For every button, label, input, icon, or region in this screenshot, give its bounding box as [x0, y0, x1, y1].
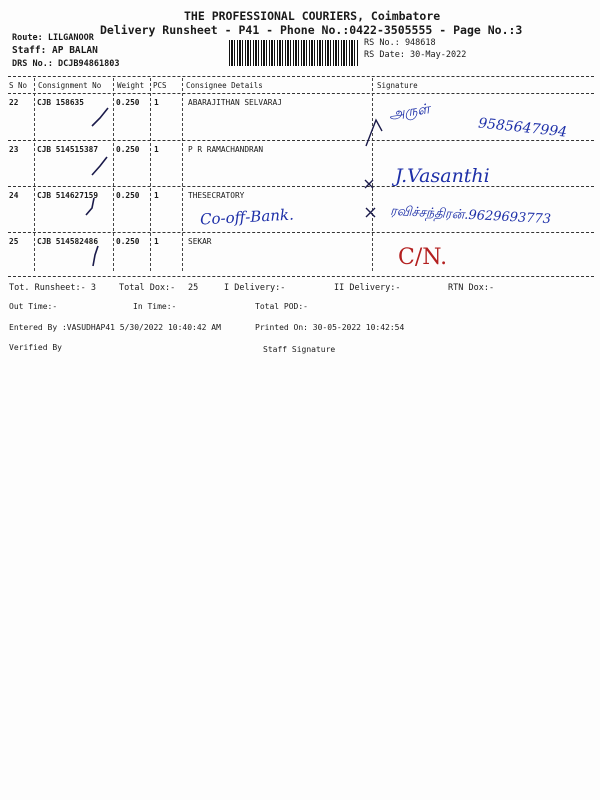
route-label: Route: LILGANOOR — [12, 33, 94, 43]
signature-phone-handwritten: ரவிச்சந்திரன்.9629693773 — [389, 203, 552, 228]
signature-vasanthi: J.Vasanthi — [395, 165, 490, 187]
col-weight: Weight — [117, 81, 145, 90]
rs-date: RS Date: 30-May-2022 — [364, 50, 467, 60]
runsheet-subtitle: Delivery Runsheet - P41 - Phone No.:0422-3505555 - Page No.:3 — [100, 23, 523, 37]
ii-delivery: II Delivery:- — [334, 283, 401, 293]
tick-mark — [86, 198, 94, 215]
drs-number: DRS No.: DCJB94861803 — [12, 59, 120, 69]
row-consignment: CJB 158635 — [37, 98, 84, 107]
row-consignee: THESECRATORY — [188, 191, 245, 200]
row-consignee: ABARAJITHAN SELVARAJ — [188, 98, 282, 107]
in-time: In Time:- — [133, 302, 177, 311]
row-consignee: SEKAR — [188, 237, 212, 246]
row-sno: 22 — [9, 98, 19, 107]
company-title: THE PROFESSIONAL COURIERS, Coimbatore — [184, 9, 441, 23]
total-dox-label: Total Dox:- — [119, 283, 176, 293]
tick-mark — [92, 157, 107, 175]
tick-mark — [93, 246, 98, 266]
col-pcs: PCS — [153, 81, 167, 90]
tot-runsheet: Tot. Runsheet:- 3 — [9, 283, 96, 293]
row-sno: 23 — [9, 145, 19, 154]
cn-mark: C/N. — [398, 245, 448, 270]
row-sno: 24 — [9, 191, 19, 200]
row-weight: 0.250 — [116, 145, 140, 154]
row-sno: 25 — [9, 237, 19, 246]
row-pcs: 1 — [154, 145, 159, 154]
verified-by: Verified By — [9, 343, 62, 352]
rtn-dox: RTN Dox:- — [448, 283, 495, 293]
co-op-bank-handwritten: Co-off-Bank. — [199, 205, 295, 229]
col-signature: Signature — [377, 81, 418, 90]
row-consignment: CJB 514627159 — [37, 191, 99, 200]
staff-label: Staff: AP BALAN — [12, 45, 98, 56]
total-dox-value: 25 — [188, 283, 199, 293]
arrow-mark — [366, 120, 382, 146]
out-time: Out Time:- — [9, 302, 58, 311]
rs-number: RS No.: 948618 — [364, 38, 436, 48]
col-sno: S No — [9, 81, 28, 90]
col-consignment: Consignment No — [38, 81, 102, 90]
row-pcs: 1 — [154, 191, 159, 200]
entered-by: Entered By :VASUDHAP41 5/30/2022 10:40:42 AM — [9, 323, 221, 332]
cross-mark — [366, 208, 375, 217]
staff-signature: Staff Signature — [263, 345, 336, 354]
tick-mark — [92, 108, 108, 126]
row-weight: 0.250 — [116, 98, 140, 107]
row-consignment: CJB 514515387 — [37, 145, 99, 154]
col-consignee: Consignee Details — [186, 81, 263, 90]
signature-tamil: அருள் — [387, 101, 431, 123]
printed-on: Printed On: 30-05-2022 10:42:54 — [255, 323, 405, 332]
cross-mark — [365, 180, 373, 188]
row-consignee: P R RAMACHANDRAN — [188, 145, 264, 154]
row-weight: 0.250 — [116, 191, 140, 200]
row-consignment: CJB 514582486 — [37, 237, 99, 246]
phone-handwritten: 9585647994 — [477, 115, 568, 141]
row-pcs: 1 — [154, 237, 159, 246]
row-pcs: 1 — [154, 98, 159, 107]
i-delivery: I Delivery:- — [224, 283, 286, 293]
total-pod: Total POD:- — [255, 302, 308, 311]
row-weight: 0.250 — [116, 237, 140, 246]
